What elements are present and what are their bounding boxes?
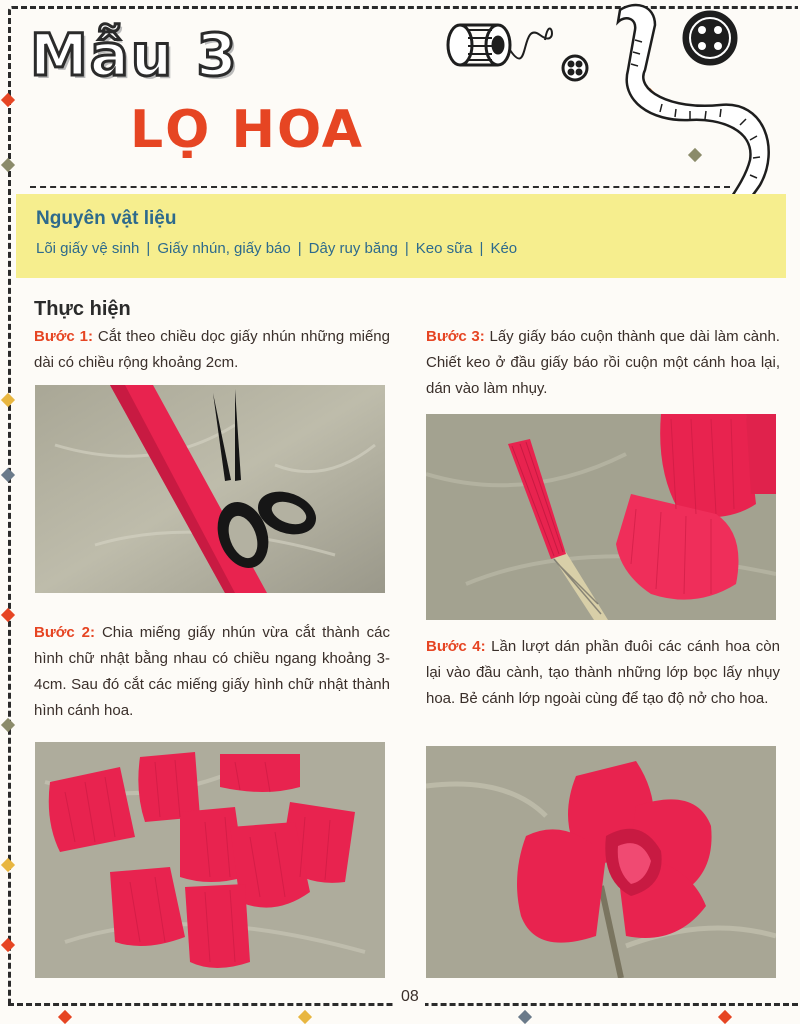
step-label: Bước 1:: [34, 328, 93, 345]
step-description: Cắt theo chiều dọc giấy nhún những miếng dài có chiều rộng khoảng 2cm.: [34, 328, 390, 371]
diamond-icon: [718, 1010, 732, 1024]
button-small-icon: [563, 56, 587, 80]
separator: |: [479, 240, 484, 257]
step-1-text: [34, 324, 390, 376]
section-title: Thực hiện: [34, 298, 131, 320]
page-subtitle: LỌ HOA: [130, 100, 365, 160]
material-item: Keo sữa: [415, 240, 473, 257]
step-4-text: [426, 634, 780, 712]
step-description: Chia miếng giấy nhún vừa cắt thành các hình chữ nhật bằng nhau có chiều ngang khoảng 3-4cm. Sau đó cắt các miếng giấy hình chữ nhật thành hình cánh hoa.: [34, 624, 390, 719]
material-item: Dây ruy băng: [308, 240, 398, 257]
button-large-icon: [684, 12, 736, 64]
separator: |: [404, 240, 409, 257]
diamond-icon: [58, 1010, 72, 1024]
materials-title: Nguyên vật liệu: [36, 208, 177, 229]
materials-panel: [16, 194, 786, 278]
separator: |: [146, 240, 151, 257]
material-item: Kéo: [490, 240, 518, 257]
step-2-text: [34, 620, 390, 724]
step-description: Lần lượt dán phần đuôi các cánh hoa còn lại vào đầu cành, tạo thành những lớp bọc lấy nhụy hoa. Bẻ cánh lớp ngoài cùng để tạo độ nở cho hoa.: [426, 638, 780, 707]
page-number: 08: [395, 988, 425, 1006]
step-label: Bước 3:: [426, 328, 485, 345]
separator: |: [297, 240, 302, 257]
title-block: [30, 20, 239, 90]
step-4-photo: [426, 746, 776, 978]
material-item: Lõi giấy vệ sinh: [36, 240, 140, 257]
step-description: Lấy giấy báo cuộn thành que dài làm cành. Chiết keo ở đầu giấy báo rồi cuộn một cánh hoa lại, dán vào làm nhụy.: [426, 328, 780, 397]
page-title: Mẫu 3: [30, 21, 239, 89]
step-1-photo: [35, 385, 385, 593]
materials-list: [36, 240, 517, 257]
section-divider: [30, 186, 730, 188]
step-label: Bước 2:: [34, 624, 95, 641]
step-2-photo: [35, 742, 385, 978]
material-item: Giấy nhún, giấy báo: [157, 240, 291, 257]
diamond-icon: [298, 1010, 312, 1024]
step-label: Bước 4:: [426, 638, 486, 655]
step-3-photo: [426, 414, 776, 620]
step-3-text: [426, 324, 780, 402]
thread-spool-icon: [448, 25, 552, 65]
diamond-icon: [518, 1010, 532, 1024]
